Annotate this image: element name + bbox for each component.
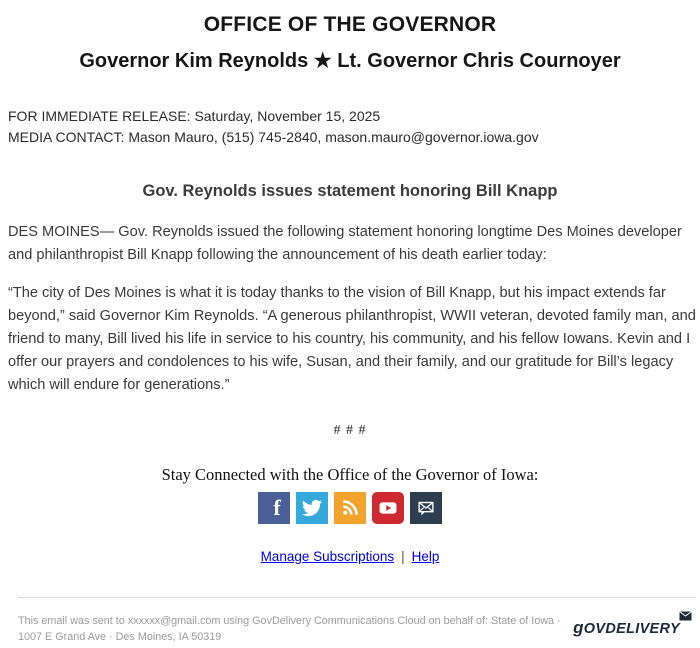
media-contact-info: Mason Mauro, (515) 745-2840, mason.mauro@governor.iowa.gov	[128, 129, 539, 145]
manage-subscriptions-link[interactable]: Manage Subscriptions	[260, 549, 395, 564]
release-date-line	[8, 106, 692, 127]
footer-divider	[18, 597, 696, 598]
release-info	[8, 106, 692, 148]
masthead	[0, 0, 700, 73]
paragraph-lede: DES MOINES— Gov. Reynolds issued the following statement honoring longtime Des Moines developer and philanthropist Bill Knapp following the announcement of his death earlier today:	[8, 224, 682, 263]
govdelivery-envelope-icon[interactable]	[410, 492, 442, 524]
media-contact-line	[8, 127, 692, 148]
paragraph-quote: “The city of Des Moines is what it is today thanks to the vision of Bill Knapp, but his impact extends far beyond,” said Governor Kim Reynolds. “A generous philanthropist, WWII veteran, devoted family man, and friend to many, Bill lived his life in service to his country, his community, and his fellow Iowans. Kevin and I offer our prayers and condolences to his wife, Susan, and their family, and our gratitude for Bill’s legacy which will endure for generations.”	[8, 285, 696, 393]
facebook-icon[interactable]: f	[258, 492, 290, 524]
end-mark: # # #	[333, 423, 367, 438]
org-title: OFFICE OF THE GOVERNOR	[203, 13, 497, 36]
subscription-links	[0, 549, 700, 564]
immediate-release-date: Saturday, November 15, 2025	[194, 108, 381, 124]
govdelivery-logo-envelope-icon	[679, 611, 692, 621]
stay-connected-heading: Stay Connected with the Office of the Governor of Iowa:	[161, 465, 539, 484]
social-icon-row	[0, 492, 700, 524]
twitter-icon[interactable]	[296, 492, 328, 524]
govdelivery-logo-text: OVDELIVERY	[583, 621, 680, 637]
govdelivery-logo-g: g	[573, 618, 584, 637]
article-body	[8, 221, 700, 397]
footer-disclaimer: This email was sent to xxxxxx@gmail.com using GovDelivery Communications Cloud on behalf of: State of Iowa · 1007 E Grand Ave · Des Moines, IA 50319	[18, 615, 561, 643]
youtube-icon[interactable]	[372, 492, 404, 524]
article-headline: Gov. Reynolds issues statement honoring Bill Knapp	[142, 182, 558, 200]
link-separator: |	[401, 549, 405, 564]
media-contact-label: MEDIA CONTACT:	[8, 129, 125, 145]
help-link[interactable]: Help	[411, 549, 440, 564]
govdelivery-logo[interactable]	[573, 618, 692, 638]
immediate-release-label: FOR IMMEDIATE RELEASE:	[8, 108, 191, 124]
rss-icon[interactable]	[334, 492, 366, 524]
officials-line: Governor Kim Reynolds ★ Lt. Governor Chris Cournoyer	[79, 50, 621, 72]
footer	[18, 614, 692, 645]
stay-connected-section	[0, 465, 700, 524]
